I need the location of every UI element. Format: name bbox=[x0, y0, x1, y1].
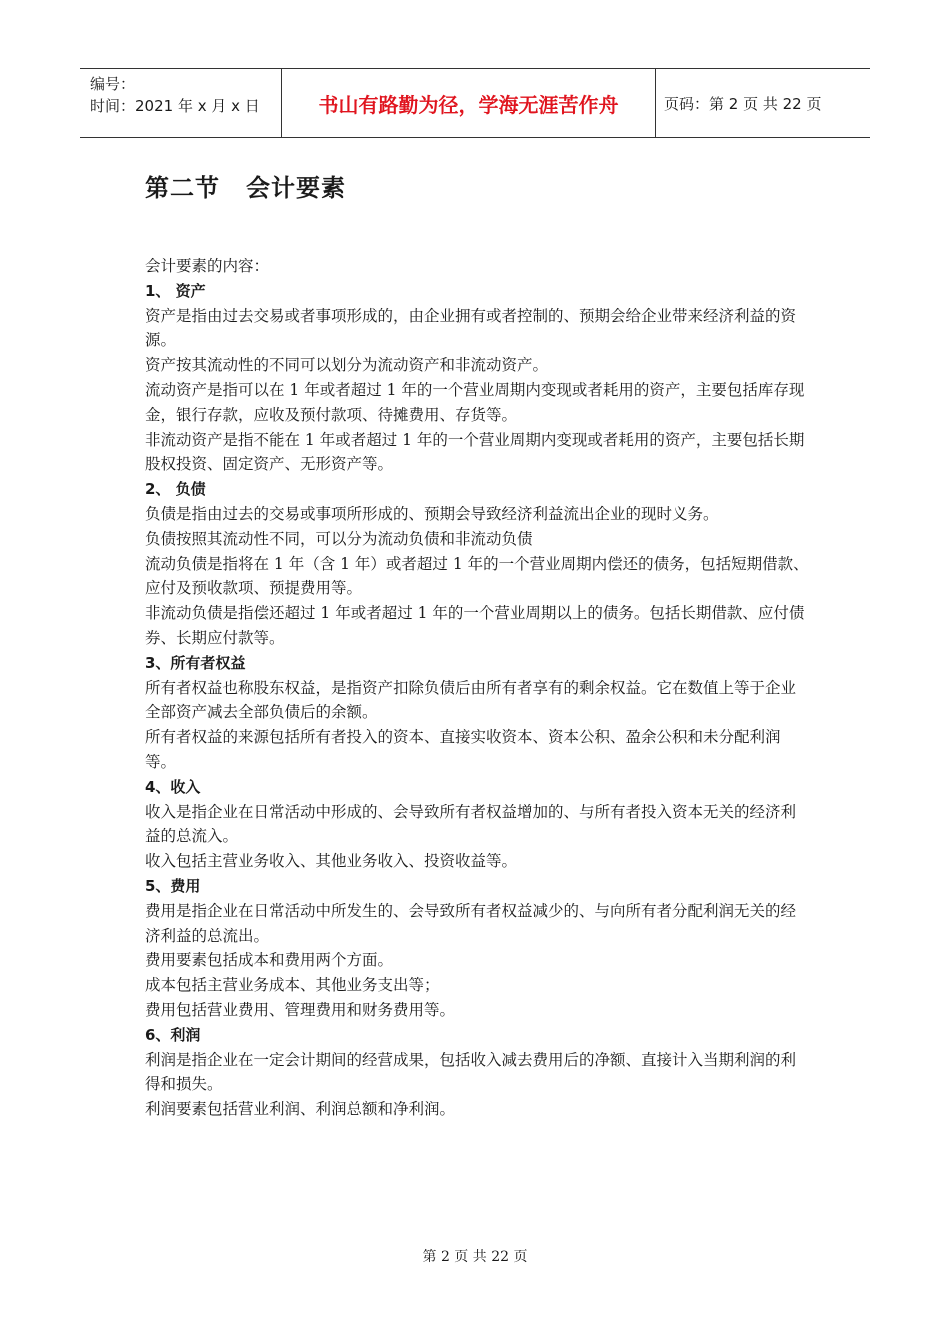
paragraph: 负债按照其流动性不同，可以分为流动负债和非流动负债 bbox=[145, 529, 533, 548]
paragraph: 所有者权益的来源包括所有者投入的资本、直接实收资本、资本公积、盈余公积和未分配利润等。 bbox=[145, 728, 781, 771]
paragraph: 费用包括营业费用、管理费用和财务费用等。 bbox=[145, 1000, 456, 1019]
page-footer: 第 2 页 共 22 页 bbox=[422, 1249, 528, 1265]
paragraph: 成本包括主营业务成本、其他业务支出等； bbox=[145, 976, 440, 995]
paragraph: 资产按其流动性的不同可以划分为流动资产和非流动资产。 bbox=[145, 356, 549, 375]
heading-liabilities: 2、 负债 bbox=[145, 480, 206, 499]
header-meta bbox=[80, 69, 282, 137]
paragraph: 流动资产是指可以在 1 年或者超过 1 年的一个营业周期内变现或者耗用的资产，主要包括库存现金，银行存款，应收及预付款项、待摊费用、存货等。 bbox=[145, 380, 805, 424]
paragraph: 收入包括主营业务收入、其他业务收入、投资收益等。 bbox=[145, 852, 518, 871]
paragraph: 费用是指企业在日常活动中所发生的、会导致所有者权益减少的、与向所有者分配利润无关的经济利益的总流出。 bbox=[145, 901, 797, 945]
header-number-label: 编号： bbox=[90, 75, 136, 93]
paragraph: 所有者权益也称股东权益，是指资产扣除负债后由所有者享有的剩余权益。它在数值上等于企业全部资产减去全部负债后的余额。 bbox=[145, 678, 797, 722]
header-motto: 书山有路勤为径，学海无涯苦作舟 bbox=[282, 69, 656, 137]
paragraph: 资产是指由过去交易或者事项形成的，由企业拥有或者控制的、预期会给企业带来经济利益的资源。 bbox=[145, 306, 797, 350]
paragraph: 利润是指企业在一定会计期间的经营成果，包括收入减去费用后的净额、直接计入当期利润的利得和损失。 bbox=[145, 1050, 797, 1094]
header-time-label: 时间：2021 年 x 月 x 日 bbox=[90, 97, 260, 115]
document-header bbox=[80, 68, 870, 138]
document-body bbox=[145, 254, 810, 1122]
paragraph: 费用要素包括成本和费用两个方面。 bbox=[145, 951, 394, 970]
paragraph: 负债是指由过去的交易或事项所形成的、预期会导致经济利益流出企业的现时义务。 bbox=[145, 504, 719, 523]
paragraph: 非流动负债是指偿还超过 1 年或者超过 1 年的一个营业周期以上的债务。包括长期借款、应付债券、长期应付款等。 bbox=[145, 604, 805, 647]
heading-profit: 6、利润 bbox=[145, 1025, 201, 1044]
heading-equity: 3、所有者权益 bbox=[145, 653, 246, 672]
heading-assets: 1、 资产 bbox=[145, 281, 206, 300]
section-title-number: 第二节 bbox=[145, 174, 220, 202]
paragraph: 非流动资产是指不能在 1 年或者超过 1 年的一个营业周期内变现或者耗用的资产，主要包括长期股权投资、固定资产、无形资产等。 bbox=[145, 430, 805, 474]
heading-expenses: 5、费用 bbox=[145, 876, 201, 895]
header-page-info: 页码：第 2 页 共 22 页 bbox=[664, 94, 822, 113]
paragraph: 流动负债是指将在 1 年（含 1 年）或者超过 1 年的一个营业周期内偿还的债务，包括短期借款、应付及预收款项、预提费用等。 bbox=[145, 554, 809, 598]
heading-revenue: 4、收入 bbox=[145, 777, 201, 796]
paragraph: 利润要素包括营业利润、利润总额和净利润。 bbox=[145, 1100, 456, 1119]
paragraph: 收入是指企业在日常活动中形成的、会导致所有者权益增加的、与所有者投入资本无关的经济利益的总流入。 bbox=[145, 802, 797, 846]
intro-text: 会计要素的内容： bbox=[145, 257, 270, 275]
section-title-text: 会计要素 bbox=[246, 174, 346, 202]
section-title bbox=[145, 168, 346, 203]
